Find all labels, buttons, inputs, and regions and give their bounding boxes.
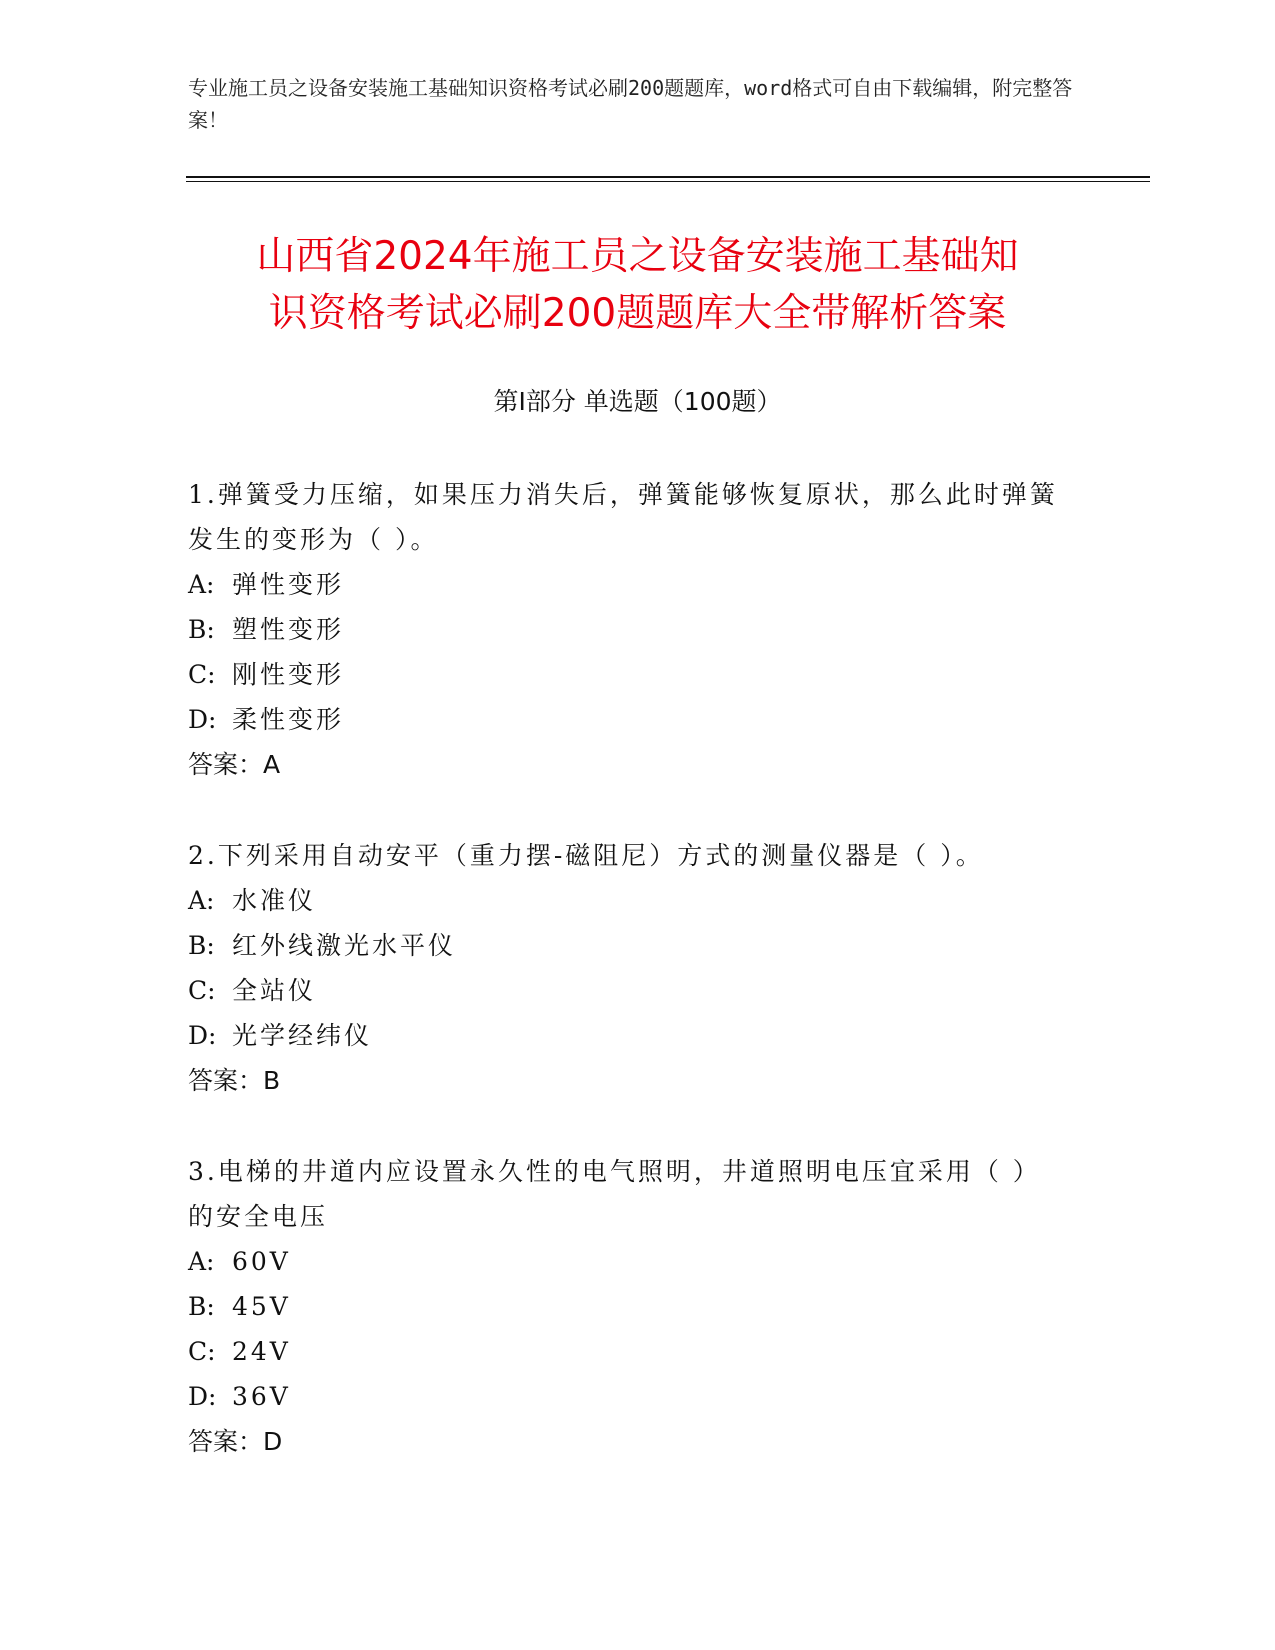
question-stem: 2.下列采用自动安平（重力摆-磁阻尼）方式的测量仪器是（ ）。 (188, 841, 984, 870)
option-key: C: (188, 976, 216, 1005)
question-stem: 1.弹簧受力压缩，如果压力消失后，弹簧能够恢复原状，那么此时弹簧发生的变形为（ ）。 (188, 480, 1058, 554)
question-stem: 3.电梯的井道内应设置永久性的电气照明，井道照明电压宜采用（ ）的安全电压 (188, 1157, 1041, 1231)
option-text: 45V (232, 1292, 291, 1321)
option-key: D: (188, 1382, 217, 1411)
option-text: 塑性变形 (232, 615, 345, 644)
option-c (188, 652, 1068, 697)
option-text: 红外线激光水平仪 (232, 931, 457, 960)
option-d (188, 697, 1068, 742)
option-c (188, 1329, 1068, 1374)
document-title-line-1: 山西省2024年施工员之设备安装施工基础知 (256, 234, 1019, 279)
option-a (188, 1239, 1068, 1284)
answer-line: 答案：B (188, 1066, 281, 1095)
header-rule-thick (186, 176, 1150, 178)
header-note: 专业施工员之设备安装施工基础知识资格考试必刷200题题库，word格式可自由下载编辑，附完整答案！ (188, 76, 1073, 132)
option-b (188, 923, 1068, 968)
option-b (188, 1284, 1068, 1329)
document-title (150, 228, 1125, 342)
section-heading: 第Ⅰ部分 单选题（100题） (493, 387, 782, 416)
option-text: 刚性变形 (232, 660, 345, 689)
option-key: A: (188, 886, 215, 915)
option-key: B: (188, 931, 215, 960)
option-d (188, 1374, 1068, 1419)
option-c (188, 968, 1068, 1013)
answer-line: 答案：A (188, 750, 281, 779)
option-key: A: (188, 1247, 215, 1276)
option-d (188, 1013, 1068, 1058)
question-3 (188, 1149, 1068, 1464)
document-title-line-2: 识资格考试必刷200题题库大全带解析答案 (268, 291, 1007, 336)
option-key: A: (188, 570, 215, 599)
header-rule-thin (186, 181, 1150, 182)
option-text: 光学经纬仪 (232, 1021, 373, 1050)
answer-line: 答案：D (188, 1427, 283, 1456)
question-2 (188, 833, 1068, 1103)
option-key: D: (188, 1021, 217, 1050)
question-list (188, 472, 1068, 1510)
option-text: 36V (232, 1382, 291, 1411)
option-text: 全站仪 (232, 976, 317, 1005)
option-text: 弹性变形 (232, 570, 345, 599)
option-text: 水准仪 (232, 886, 317, 915)
option-a (188, 562, 1068, 607)
option-key: B: (188, 1292, 215, 1321)
option-b (188, 607, 1068, 652)
option-text: 24V (232, 1337, 291, 1366)
option-key: D: (188, 705, 217, 734)
option-text: 60V (232, 1247, 291, 1276)
option-key: C: (188, 1337, 216, 1366)
option-text: 柔性变形 (232, 705, 345, 734)
option-key: C: (188, 660, 216, 689)
option-key: B: (188, 615, 215, 644)
question-1 (188, 472, 1068, 787)
option-a (188, 878, 1068, 923)
